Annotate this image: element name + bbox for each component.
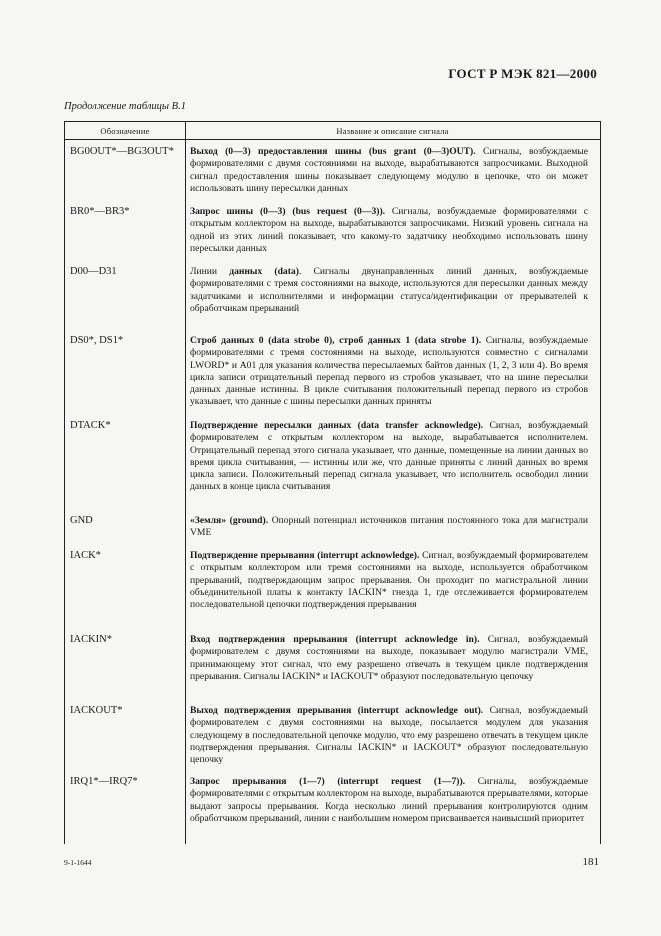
signal-description bbox=[190, 776, 588, 825]
column-header-description: Название и описание сигнала bbox=[336, 126, 449, 136]
signal-description bbox=[190, 335, 588, 409]
table-header bbox=[65, 122, 600, 140]
signal-table bbox=[64, 121, 601, 844]
signal-text: Сигналы, возбуждаемые формирователями с открытым коллектором на выходе, вырабатываются запросчиками. Низкий уровень сигнала на одной из этих линий показывает, что какому-то задатчику необходимо использовать шину пересылки данных bbox=[190, 206, 589, 254]
signal-name: GND bbox=[70, 515, 93, 526]
signal-text: Сигнал, возбуждаемый формирователем с двумя состояниями на выходе, показывает модулю магистрали VME, принимающему этот сигнал, что ему разрешено отвечать в текущем цикле подтверждения прерывания. Сигналы IACKIN* и IACKOUT* образуют последовательную цепочку bbox=[190, 634, 589, 682]
signal-term: Подтверждение пересылки данных (data transfer acknowledge). bbox=[190, 420, 484, 431]
signal-text: Сигналы, возбуждаемые формирователями с двумя состояниями на выходе, вырабатываются запросчиками. Выходной сигнал предоставления шины показывает следующему модулю в цепочке, что он может использовать шину пересылки данных bbox=[190, 146, 588, 194]
signal-name: D00—D31 bbox=[70, 266, 117, 277]
signal-name: DTACK* bbox=[70, 420, 111, 431]
signal-description bbox=[190, 634, 588, 683]
signal-term: Строб данных 0 (data strobe 0), строб данных 1 (data strobe 1). bbox=[190, 335, 482, 346]
print-mark: 9-1-1644 bbox=[64, 858, 92, 867]
signal-term: Выход подтверждения прерывания (interrupt acknowledge out). bbox=[190, 705, 484, 716]
signal-name: BG0OUT*—BG3OUT* bbox=[70, 146, 174, 157]
signal-name: IACKOUT* bbox=[70, 705, 123, 716]
signal-term: данных (data) bbox=[229, 266, 299, 277]
signal-name: IACKIN* bbox=[70, 634, 112, 645]
signal-term: Вход подтверждения прерывания (interrupt acknowledge in). bbox=[190, 634, 480, 645]
signal-name: DS0*, DS1* bbox=[70, 335, 124, 346]
signal-description bbox=[190, 266, 588, 315]
signal-description bbox=[190, 206, 588, 255]
column-divider bbox=[185, 122, 186, 844]
signal-text: Сигнал, возбуждаемый формирователем с открытым коллектором или тремя состояниями на выходе, используется обработчиком прерываний, подтверждающим запрос прерывания. Он проходит по магистральной линии объединительной платы к контакту IACKIN* гнезда 1, где отслеживается формирователем последовательной цепочки подтверждения прерывания bbox=[190, 550, 588, 611]
signal-description bbox=[190, 550, 588, 611]
signal-text: Сигналы, возбуждаемые формирователями с тремя состояниями на выходе, используются совместно с сигналами LWORD* и A01 для указания количества пересылаемых байтов данных (1, 2, 3 или 4). Во время цикла записи отрицательный перепад первого из стробов указывает, что на шине пересылки данных данные истинны. В цикле считывания положительный перепад первого из стробов указывает, что данные с шины пересылки данных приняты bbox=[190, 335, 589, 408]
signal-description bbox=[190, 515, 588, 540]
signal-description bbox=[190, 420, 588, 494]
signal-description bbox=[190, 705, 588, 766]
table-continuation-caption: Продолжение таблицы В.1 bbox=[64, 101, 186, 112]
signal-text: Опорный потенциал источников питания постоянного тока для магистрали VME bbox=[190, 515, 588, 539]
signal-text: . Сигналы двунаправленных линий данных, возбуждаемые формирователями с тремя состояниями на выходе, используются для пересылки данных между задатчиками и исполнителями и информации статуса/идентификации от прерывателей к обработчикам прерываний bbox=[190, 266, 588, 314]
column-header-designation: Обозначение bbox=[100, 126, 150, 136]
signal-text: Сигнал, возбуждаемый формирователем с двумя состояниями на выходе, посылается модулем для указания следующему в последовательной цепочке модулю, что ему разрешено отвечать в текущем цикле подтверждения прерывания. Сигналы IACKIN* и IACKOUT* образуют последовательную цепочку bbox=[190, 705, 588, 766]
document-title: ГОСТ Р МЭК 821—2000 bbox=[448, 66, 597, 81]
signal-name: IACK* bbox=[70, 550, 101, 561]
signal-text: Сигналы, возбуждаемые формирователями с открытым коллектором на выходе, вырабатываются прерывателями, которые выдают запросы прерывания. Когда несколько линий прерывания контролируются одним обработчиком прерываний, линии с наибольшим номером присваивается наивысший приоритет bbox=[190, 776, 588, 824]
page-number: 181 bbox=[582, 856, 599, 868]
signal-text-prefix: Линии bbox=[190, 266, 230, 277]
signal-term: Запрос шины (0—3) (bus request (0—3)). bbox=[190, 206, 386, 217]
signal-term: Запрос прерывания (1—7) (interrupt request (1—7)). bbox=[190, 776, 466, 787]
signal-term: Подтверждение прерывания (interrupt acknowledge). bbox=[190, 550, 420, 561]
signal-term: «Земля» (ground). bbox=[190, 515, 269, 526]
signal-name: IRQ1*—IRQ7* bbox=[70, 776, 138, 787]
signal-text: Сигнал, возбуждаемый формирователем с открытым коллектором на выходе, вырабатывается исполнителем. Отрицательный перепад этого сигнала указывает, что данные, помещенные на линии данных во время цикла считывания, — истинны или же, что данные приняты с линий данных во время цикла записи. Положительный перепад сигнала указывает, что исполнитель освободил линии данных в конце цикла считывания bbox=[190, 420, 588, 493]
signal-term: Выход (0—3) предоставления шины (bus grant (0—3)OUT). bbox=[190, 146, 476, 157]
signal-name: BR0*—BR3* bbox=[70, 206, 130, 217]
signal-description bbox=[190, 146, 588, 195]
